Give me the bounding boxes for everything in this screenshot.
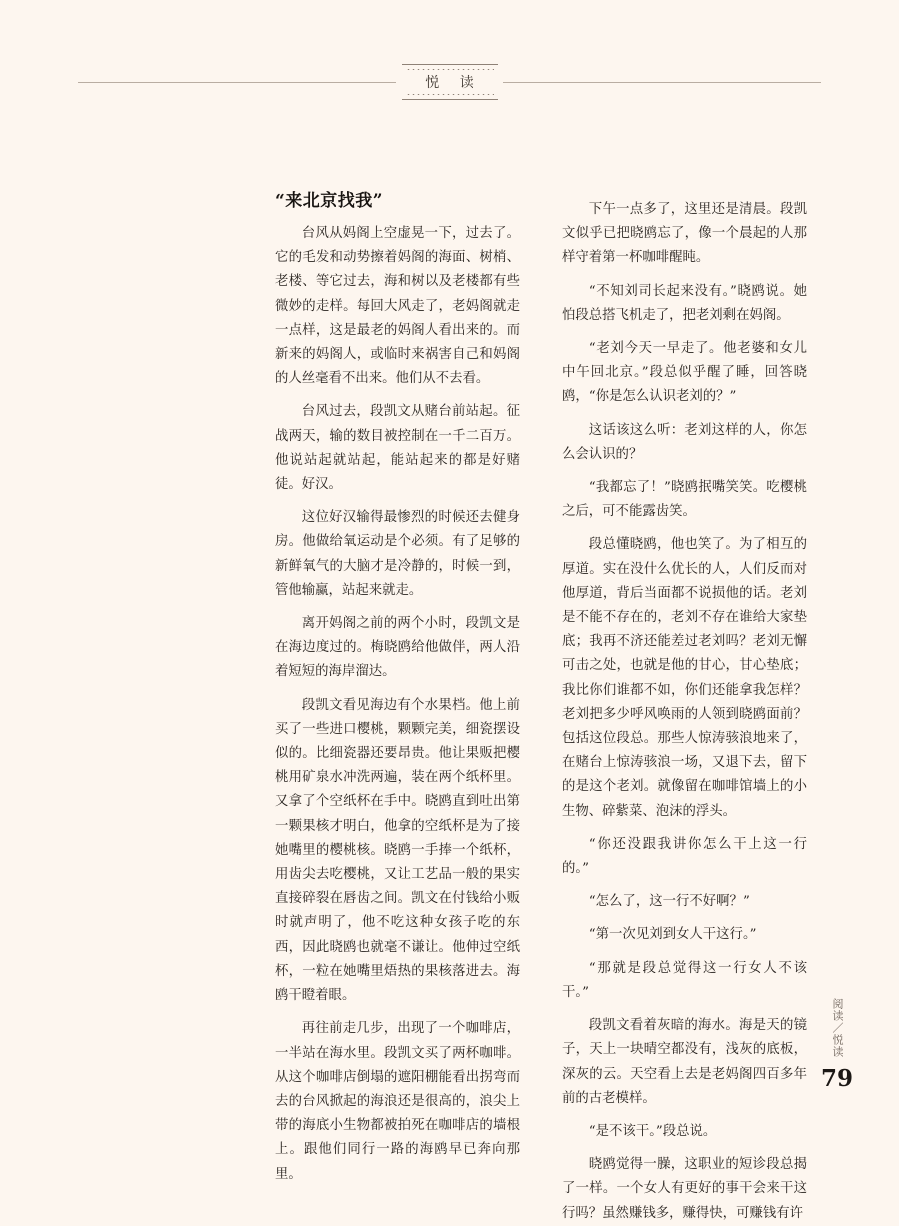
- header-rule-left: [78, 82, 396, 83]
- paragraph: 下午一点多了，这里还是清晨。段凯文似乎已把晓鸥忘了，像一个晨起的人那样守着第一杯咖啡醒盹。: [562, 202, 807, 266]
- badge-dots-bottom: [406, 93, 494, 96]
- paragraph: 段凯文看见海边有个水果档。他上前买了一些进口樱桃，颗颗完美，细瓷摆设似的。比细瓷器还要昂贵。他让果贩把樱桃用矿泉水冲洗两遍，装在两个纸杯里。又拿了个空纸杯在手中。晓鸥直到吐出第一颗果核才明白，他拿的空纸杯是为了接她嘴里的樱桃核。晓鸥一手捧一个纸杯，用齿尖去吃樱桃，又让工艺品一般的果实直接碎裂在唇齿之间。凯文在付钱给小贩时就声明了，他不吃这种女孩子吃的东西，因此晓鸥也就毫不谦让。他伸过空纸杯，一粒在她嘴里焐热的果核落进去。海鸥干瞪着眼。: [275, 697, 520, 1004]
- article-title: “来北京找我”: [275, 191, 384, 211]
- article-body: [275, 202, 807, 1221]
- paragraph: 台风过去，段凯文从赌台前站起。征战两天，输的数目被控制在一千二百万。他说站起就站起，能站起来的都是好赌徒。好汉。: [275, 404, 520, 493]
- paragraph: “我都忘了！”晓鸥抿嘴笑笑。吃樱桃之后，可不能露齿笑。: [562, 480, 807, 520]
- paragraph: “怎么了，这一行不好啊？”: [588, 894, 750, 910]
- paragraph: 台风从妈阁上空虚晃一下，过去了。它的毛发和动势擦着妈阁的海面、树梢、老楼、等它过去，海和树以及老楼都有些微妙的走样。每回大风走了，老妈阁就走一点样，这是最老的妈阁人看出来的。而新来的妈阁人，或临时来祸害自己和妈阁的人丝毫看不出来。他们从不去看。: [275, 226, 520, 387]
- paragraph: “老刘今天一早走了。他老婆和女儿中午回北京。”段总似乎醒了睡，回答晓鸥，“你是怎么认识老刘的？”: [562, 341, 807, 405]
- header-rule-right: [503, 82, 821, 83]
- paragraph: “不知刘司长起来没有。”晓鸥说。她怕段总搭飞机走了，把老刘剩在妈阁。: [562, 283, 807, 323]
- paragraph: 再往前走几步，出现了一个咖啡店，一半站在海水里。段凯文买了两杯咖啡。从这个咖啡店倒塌的遮阳棚能看出拐弯而去的台风掀起的海浪还是很高的，浪尖上带的海底小生物都被拍死在咖啡店的墙根上。跟他们同行一路的海鸥早已奔向那里。: [275, 1021, 520, 1182]
- badge-dots-top: [406, 68, 494, 71]
- paragraph: “那就是段总觉得这一行女人不该干。”: [562, 960, 807, 1000]
- paragraph: 离开妈阁之前的两个小时，段凯文是在海边度过的。梅晓鸥给他做伴，两人沿着短短的海岸溜达。: [275, 616, 520, 680]
- paragraph: “第一次见刘到女人干这行。”: [588, 927, 757, 943]
- column-left: [275, 222, 520, 1182]
- footer-section-label: 阅读／悦读: [831, 998, 844, 1058]
- column-right: [562, 198, 807, 1221]
- page-header: [78, 62, 821, 102]
- paragraph: “你还没跟我讲你怎么干上这一行的。”: [562, 836, 807, 877]
- page-footer: [815, 997, 859, 1092]
- page-number: 79: [820, 1065, 853, 1092]
- section-badge: [402, 64, 498, 100]
- paragraph: 晓鸥觉得一臊，这职业的短诊段总揭了一样。一个女人有更好的事干会来干这行吗？虽然赚钱多，赚得快，可赚钱有许: [562, 1157, 807, 1221]
- paragraph: 这位好汉输得最惨烈的时候还去健身房。他做给氧运动是个必须。有了足够的新鲜氧气的大脑才是冷静的，时候一到，管他输赢，站起来就走。: [275, 510, 520, 598]
- section-badge-label: 悦 读: [425, 75, 482, 91]
- paragraph: “是不该干。”段总说。: [588, 1123, 717, 1139]
- paragraph: 这话该这么听：老刘这样的人，你怎么会认识的？: [562, 422, 807, 462]
- paragraph: 段凯文看着灰暗的海水。海是天的镜子，天上一块晴空都没有，浅灰的底板，深灰的云。天空看上去是老妈阁四百多年前的古老模样。: [562, 1018, 807, 1106]
- paragraph: 段总懂晓鸥，他也笑了。为了相互的厚道。实在没什么优长的人，人们反而对他厚道，背后当面都不说损他的话。老刘是不能不存在的，老刘不存在谁给大家垫底；我再不济还能差过老刘吗？老刘无懈可击之处，也就是他的甘心，甘心垫底；我比你们谁都不如，你们还能拿我怎样？老刘把多少呼风唤雨的人领到晓鸥面前？包括这位段总。那些人惊涛骇浪地来了，在赌台上惊涛骇浪一场，又退下去，留下的是这个老刘。就像留在咖啡馆墙上的小生物、碎紫菜、泡沫的浮头。: [562, 537, 807, 819]
